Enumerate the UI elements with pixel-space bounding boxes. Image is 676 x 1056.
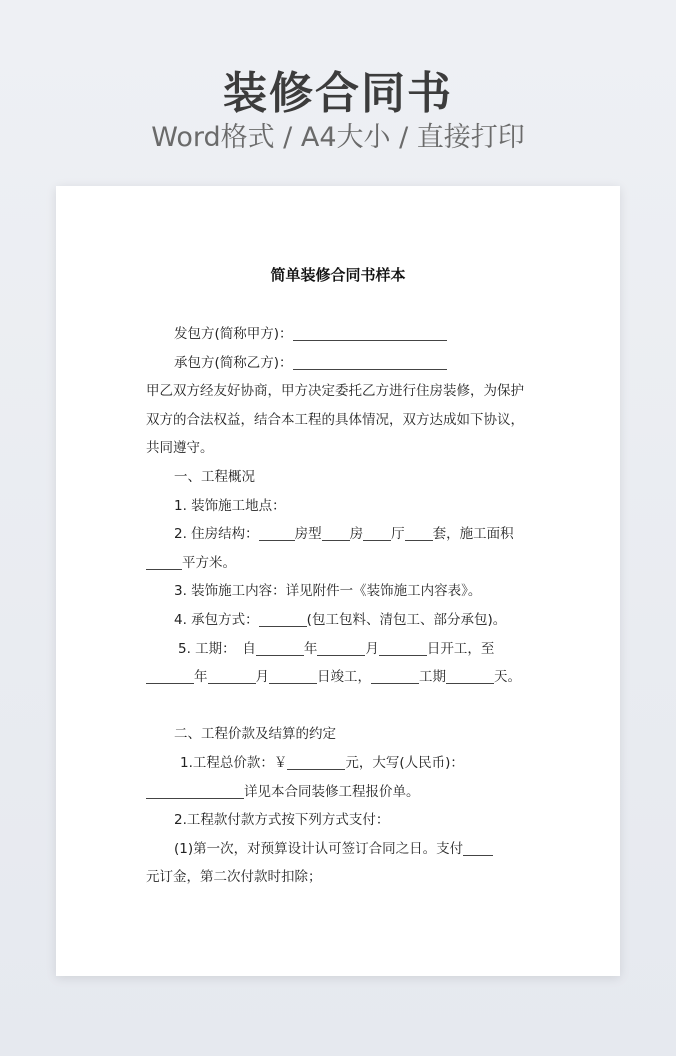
item2-prefix: 2. 住房结构：: [174, 526, 259, 543]
blank: [146, 553, 182, 570]
blank: [293, 324, 447, 341]
blank: [269, 667, 317, 684]
blank: [146, 667, 194, 684]
item2-type: 房型: [294, 526, 322, 543]
section1-heading: 一、工程概况: [174, 468, 255, 485]
item5-end: 日竣工，: [317, 669, 371, 686]
document-page: [56, 186, 620, 976]
blank: [371, 667, 419, 684]
party-b-label: 承包方(简称乙方)：: [174, 354, 293, 371]
item4-suffix: (包工包料、清包工、部分承包)。: [306, 611, 507, 628]
item2-room: 房: [349, 526, 364, 543]
blank: [287, 753, 345, 770]
item5-duration: 工期: [419, 669, 446, 686]
blank: [463, 839, 493, 856]
blank: [259, 524, 295, 541]
item2-area: 平方米。: [182, 554, 236, 571]
s2-item3-prefix: (1)第一次，对预算设计认可签订合同之日。支付: [174, 840, 464, 857]
s2-item1-mid: 元，大写(人民币)：: [345, 754, 464, 771]
blank: [256, 639, 304, 656]
section2-item2: 2.工程款付款方式按下列方式支付：: [174, 812, 390, 829]
item5-month-2: 月: [255, 669, 269, 686]
party-a-line: [146, 320, 530, 349]
blank: [259, 610, 307, 627]
intro-paragraph: 甲乙双方经友好协商，甲方决定委托乙方进行住房装修，为保护双方的合法权益，结合本工程的具体情况，双方达成如下协议，共同遵守。: [146, 383, 524, 457]
item5-prefix: 5. 工期： 自: [178, 640, 256, 657]
party-a-label: 发包方(简称甲方)：: [174, 326, 293, 342]
section1-item4: [146, 606, 530, 635]
item5-year-2: 年: [194, 669, 208, 686]
section1-item3: 3. 装饰施工内容：详见附件一《装饰施工内容表》。: [174, 583, 482, 600]
document-title: 简单装修合同书样本: [270, 266, 406, 284]
s2-item1-prefix: 1.工程总价款：￥: [180, 754, 288, 771]
item5-start: 日开工，至: [426, 640, 495, 657]
section2-item3-cont: 元订金，第二次付款时扣除；: [146, 869, 322, 886]
section2-heading: 二、工程价款及结算的约定: [174, 726, 336, 743]
section2-item1-cont: [146, 778, 530, 807]
blank: [317, 639, 365, 656]
blank: [146, 782, 244, 799]
section1-item5-cont: [146, 663, 530, 692]
blank: [379, 639, 427, 656]
item4-prefix: 4. 承包方式：: [174, 611, 259, 628]
section1-item2-cont: [146, 549, 530, 578]
section1-item2: [146, 520, 530, 549]
blank: [293, 353, 447, 370]
document-body: [146, 320, 530, 892]
blank: [446, 667, 494, 684]
section1-item1: 1. 装饰施工地点：: [174, 497, 286, 514]
spacer: [146, 692, 530, 721]
section1-item5: [146, 635, 530, 664]
s2-item1-suffix: 详见本合同装修工程报价单。: [244, 783, 420, 800]
item5-month: 月: [365, 640, 379, 657]
item2-hall: 厅: [391, 526, 405, 543]
blank: [363, 524, 391, 541]
party-b-line: [146, 349, 530, 378]
item2-set: 套，施工面积: [432, 526, 514, 543]
section2-item3: [146, 835, 530, 864]
item5-year: 年: [303, 640, 318, 657]
section2-item1: [146, 749, 530, 778]
blank: [322, 524, 350, 541]
item5-days: 天。: [494, 669, 521, 686]
banner-title: 装修合同书: [223, 68, 453, 119]
blank: [405, 524, 433, 541]
blank: [208, 667, 256, 684]
banner-subtitle: Word格式 / A4大小 / 直接打印: [151, 122, 525, 153]
